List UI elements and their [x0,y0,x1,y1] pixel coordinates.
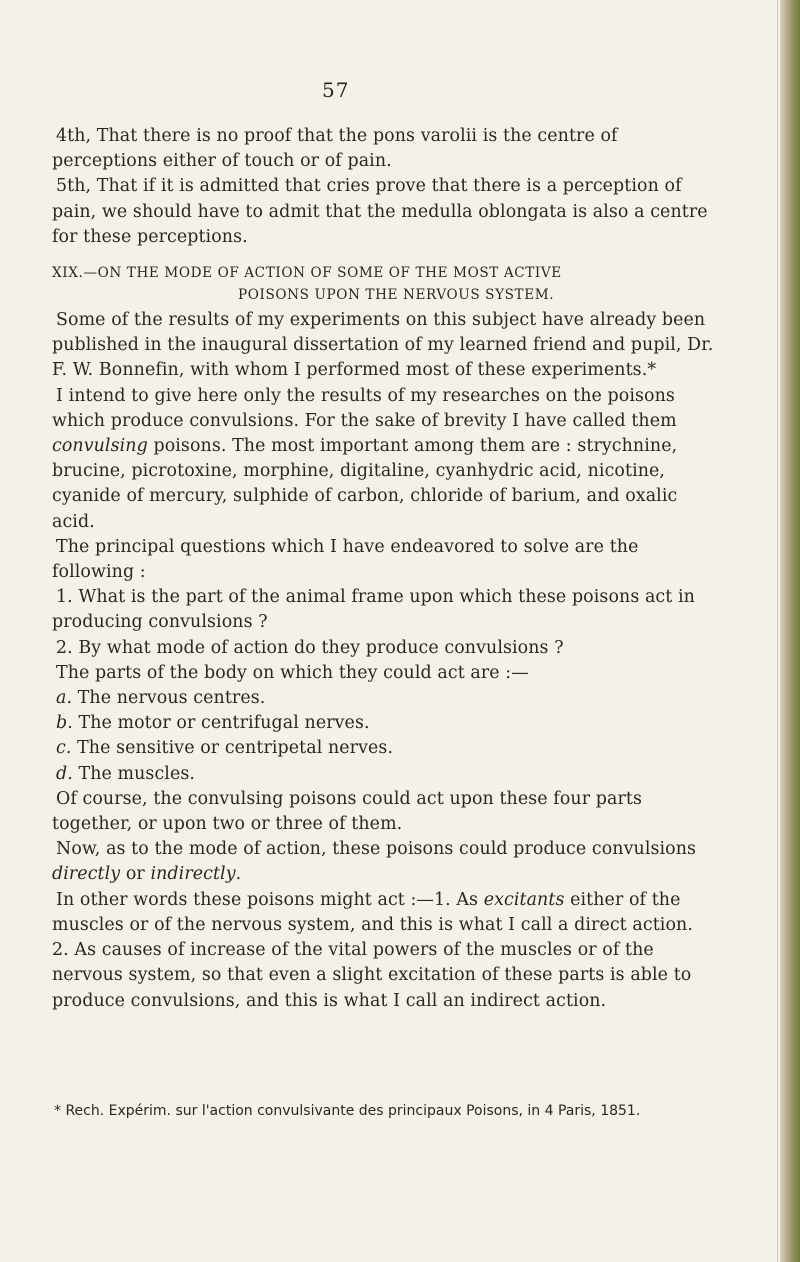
term-directly: directly [52,864,121,885]
paragraph-5th: 5th, That if it is admitted that cries prove that there is a perception of pain, we should have to admit that the medulla oblongata is also a centre for these perceptions. [52,176,708,247]
list-item-d-label: d. [56,763,73,784]
paragraph-other-text-1: In other words these poisons might act :—1. As [56,889,484,910]
list-item-b-label: b. [56,713,73,734]
section-heading [52,262,714,306]
list-item-c [52,736,714,761]
list-item-d [52,762,714,787]
section-heading-line-2: POISONS UPON THE NERVOUS SYSTEM. [238,287,555,304]
paragraph-other-text-2: either of the muscles or of the nervous system, and this is what I call a direct action. 2. As causes of increase of the vital powers of the muscles or of the nervous system, so that even a slight excitation of these parts is able to produce convulsions, and this is what I call an indirect action. [52,889,693,1011]
list-item-b [52,711,714,736]
paragraph-intend-text-1: I intend to give here only the results of my researches on the poisons which produce convulsions. For the sake of brevity I have called them [52,385,677,431]
paragraph-of-course: Of course, the convulsing poisons could act upon these four parts together, or upon two or three of them. [52,788,642,835]
paragraph-other-words [52,888,714,1014]
list-item-b-text: The motor or centrifugal nerves. [72,713,370,734]
book-spine-edge [780,0,800,1262]
paragraph-principal-questions: The principal questions which I have endeavored to solve are the following : [52,536,639,583]
page-edge-line [777,0,778,1262]
term-convulsing: convulsing [52,436,148,457]
section-heading-line-1: XIX.—ON THE MODE OF ACTION OF SOME OF THE MOST ACTIVE [52,265,562,282]
paragraph-mode-of-action [52,837,714,887]
paragraph-parts: The parts of the body on which they could act are :— [56,662,529,683]
footnote: * Rech. Expérim. sur l'action convulsivante des principaux Poisons, in 4 Paris, 1851. [54,1103,641,1119]
paragraph-intend [52,384,714,535]
list-item-a-text: The nervous centres. [72,688,266,709]
page-number: 57 [322,78,350,102]
question-2: 2. By what mode of action do they produce convulsions ? [56,637,564,658]
paragraph-mode-or: or [120,864,151,885]
list-item-a [52,686,714,711]
paragraph-4th: 4th, That there is no proof that the pons varolii is the centre of perceptions either of touch or of pain. [52,126,618,172]
list-item-a-label: a. [56,688,73,709]
term-excitants: excitants [483,889,565,910]
paragraph-intend-text-2: poisons. The most important among them are : strychnine, brucine, picrotoxine, morphine, digitaline, cyanhydric acid, nicotine, cyanide of mercury, sulphide of carbon, chloride of barium, and oxalic acid. [52,436,678,532]
paragraph-mode-text-1: Now, as to the mode of action, these poisons could produce convulsions [56,839,697,860]
paragraph-results: Some of the results of my experiments on this subject have already been published in the inaugural dissertation of my learned friend and pupil, Dr. F. W. Bonnefin, with whom I performed most of these experiments.* [52,310,714,381]
paragraph-mode-end: . [235,864,242,885]
list-item-c-label: c. [56,738,72,759]
term-indirectly: indirectly [150,864,236,885]
body-text [52,124,714,1014]
list-item-d-text: The muscles. [72,763,195,784]
question-1: 1. What is the part of the animal frame upon which these poisons act in producing convulsions ? [52,587,695,633]
list-item-c-text: The sensitive or centripetal nerves. [71,738,394,759]
